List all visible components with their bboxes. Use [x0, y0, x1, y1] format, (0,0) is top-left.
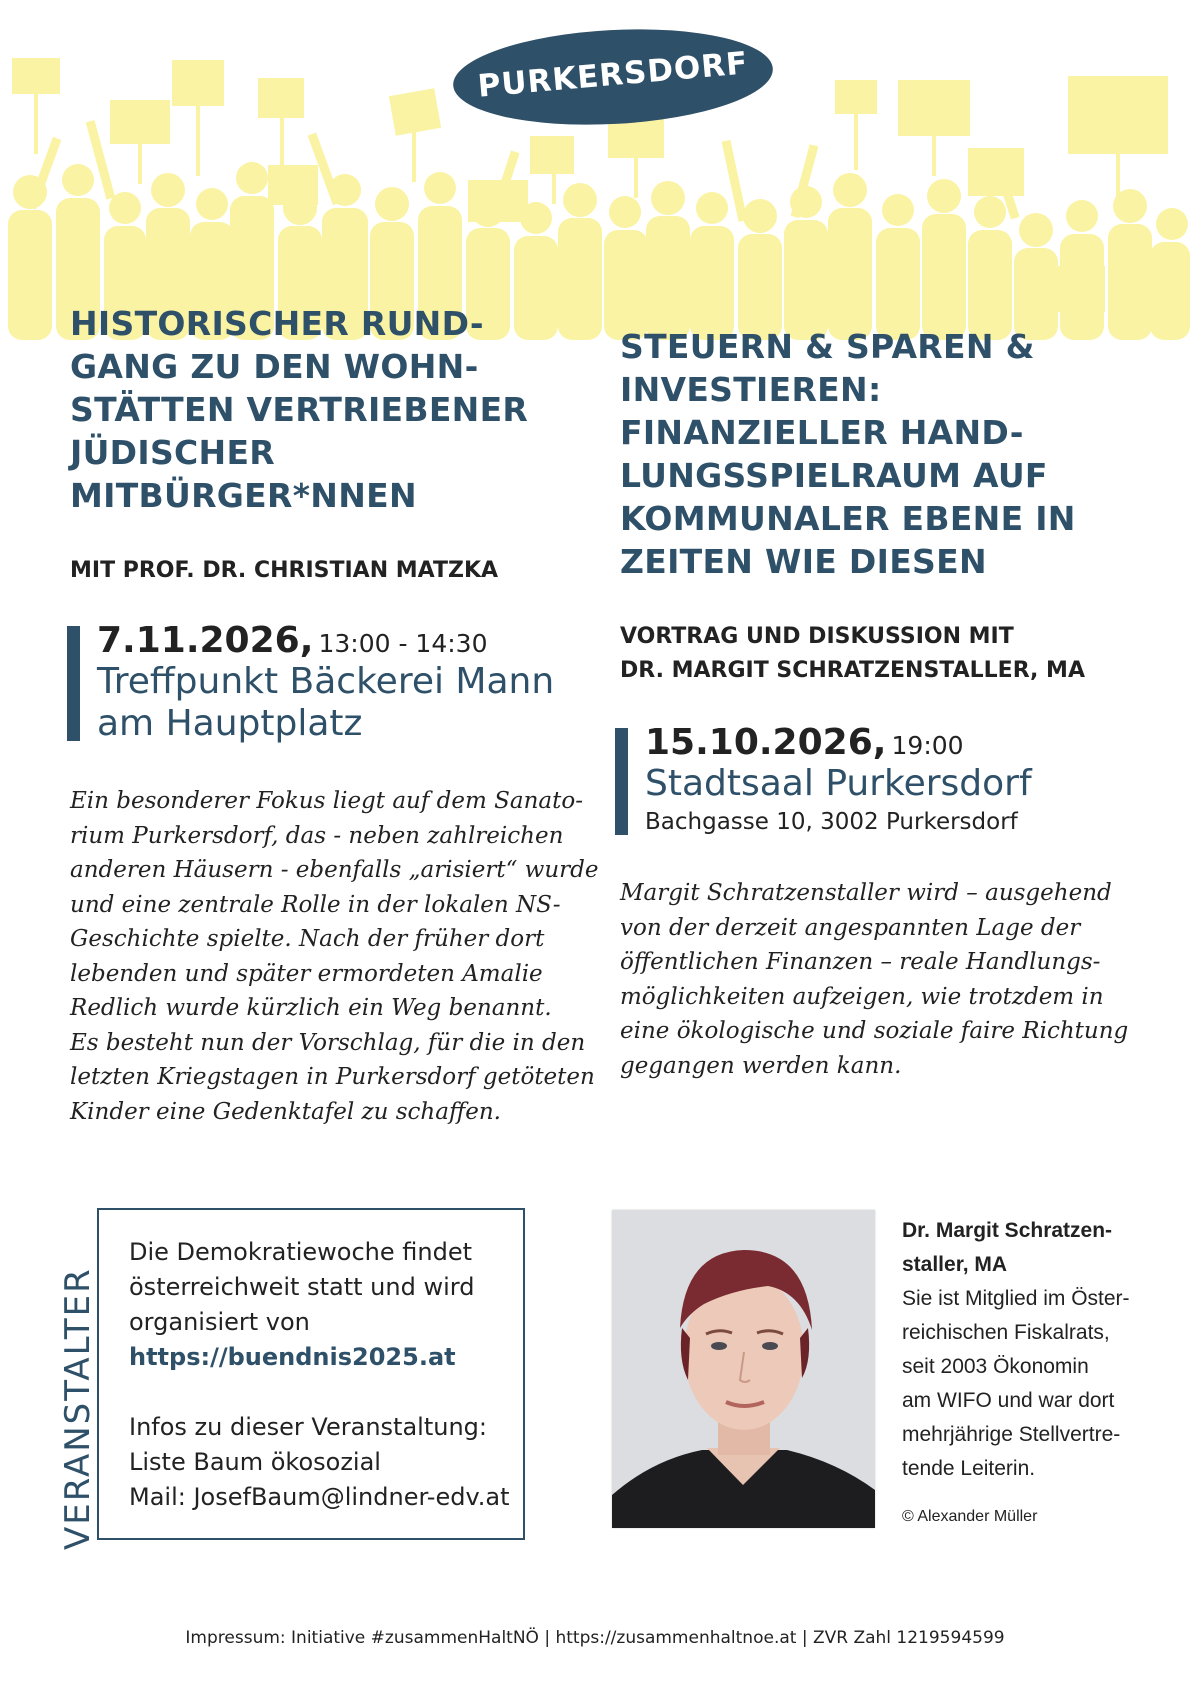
event-left-time: 13:00 - 14:30 — [318, 629, 488, 658]
city-badge — [450, 27, 776, 127]
info-mail[interactable]: Mail: JosefBaum@lindner-edv.at — [129, 1483, 510, 1511]
organizer-label: VERANSTALTER — [58, 1267, 98, 1550]
event-left-date-block — [67, 620, 617, 745]
event-right-title — [620, 325, 1160, 583]
info-heading: Infos zu dieser Veranstaltung: — [129, 1413, 487, 1441]
event-right-date: 15.10.2026, — [645, 722, 887, 763]
event-right-venue: Stadtsaal Purkersdorf — [645, 763, 1032, 804]
city-name: PURKERSDORF — [476, 45, 750, 105]
speaker-bio — [902, 1214, 1137, 1550]
bio-name: Dr. Margit Schratzen- staller, MA — [902, 1219, 1113, 1276]
event-right-datetime — [645, 722, 1185, 763]
accent-bar — [67, 626, 80, 741]
organizer-link[interactable]: https://buendnis2025.at — [129, 1343, 456, 1371]
event-right-date-block — [615, 722, 1185, 839]
photo-credit: © Alexander Müller — [902, 1508, 1038, 1525]
event-left-date: 7.11.2026, — [97, 620, 314, 661]
event-right-time: 19:00 — [891, 731, 964, 760]
event-left-title — [70, 302, 590, 517]
event-right-address: Bachgasse 10, 3002 Purkersdorf — [645, 809, 1018, 835]
event-left-description: Ein besonderer Fokus liegt auf dem Sanato- rium Purkersdorf, das - neben zahlreichen anderen Häusern - ebenfalls „arisiert“ wurde und eine zentrale Rolle in der lokalen NS- Geschichte spielte. Nach der früher dort lebenden und später ermordeten Amalie Redlich wurde kürzlich ein Weg benannt. Es besteht nun der Vorschlag, für die in den letzten Kriegstagen in Purkersdorf getöteten Kinder eine Gedenktafel zu schaffen. — [70, 788, 599, 1125]
event-left-datetime — [97, 620, 617, 661]
imprint-footer: Impressum: Initiative #zusammenHaltNÖ | https://zusammenhaltnoe.at | ZVR Zahl 1219594599 — [185, 1628, 1005, 1648]
event-left-title-text: HISTORISCHER RUND- GANG ZU DEN WOHN- STÄTTEN VERTRIEBENER JÜDISCHER MITBÜRGER*NNEN — [70, 304, 529, 515]
speaker-portrait — [612, 1210, 875, 1528]
bio-text: Sie ist Mitglied im Öster- reichischen Fiskalrats, seit 2003 Ökonomin am WIFO und war dort mehrjährige Stellvertre- tende Leiterin. — [902, 1287, 1130, 1480]
accent-bar — [615, 728, 628, 835]
organizer-box — [97, 1208, 525, 1540]
info-organization: Liste Baum ökosozial — [129, 1448, 381, 1476]
organizer-intro: Die Demokratiewoche findet österreichweit statt und wird organisiert von — [129, 1238, 475, 1336]
event-left-speaker: MIT PROF. DR. CHRISTIAN MATZKA — [70, 558, 499, 583]
event-right-speaker: VORTRAG UND DISKUSSION MIT DR. MARGIT SCHRATZENSTALLER, MA — [620, 624, 1085, 683]
event-left-venue: Treffpunkt Bäckerei Mann am Hauptplatz — [97, 661, 555, 744]
event-right-title-text: STEUERN & SPAREN & INVESTIEREN: FINANZIELLER HAND- LUNGSSPIELRAUM AUF KOMMUNALER EBENE IN ZEITEN WIE DIESEN — [620, 327, 1076, 581]
event-right-description: Margit Schratzenstaller wird – ausgehend von der derzeit angespannten Lage der öffentlichen Finanzen – reale Handlungs- möglichkeiten aufzeigen, wie trotzdem in eine ökologische und soziale faire Richtung gegangen werden kann. — [620, 880, 1129, 1079]
